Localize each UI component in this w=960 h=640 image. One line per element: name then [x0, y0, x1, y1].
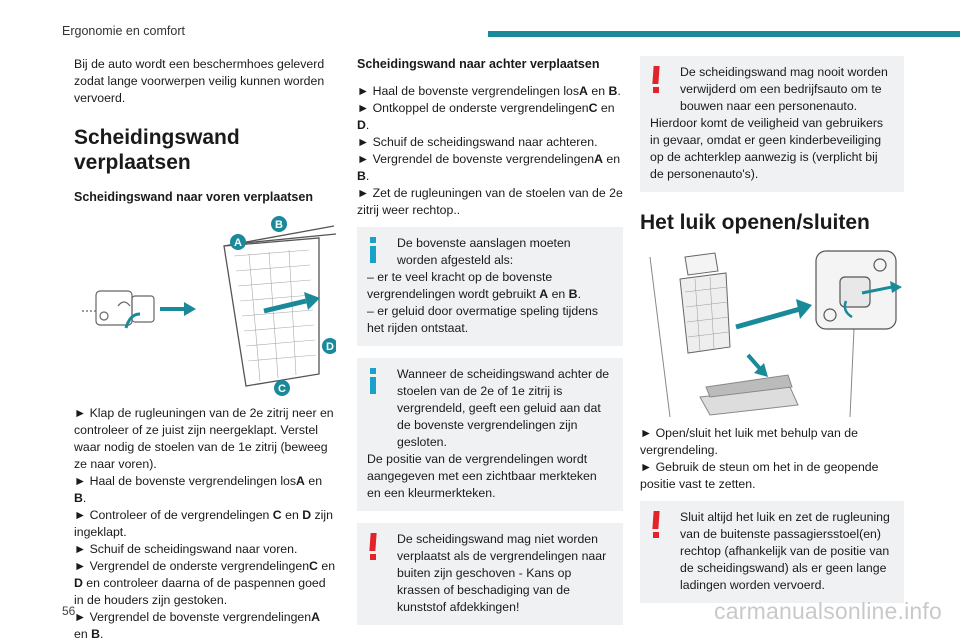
column-1 — [74, 56, 336, 640]
warning-icon — [650, 66, 662, 94]
step-5b: D en controleer daarna of de paspennen goed in de houders zijn gestoken. — [74, 576, 326, 607]
info-note-stops — [357, 227, 623, 346]
step-1: ► Haal de bovenste vergrendelingen losA en B. — [357, 84, 621, 98]
step-4: ► Vergrendel de bovenste vergrendelingenA en B. — [357, 152, 621, 183]
forward-steps — [74, 405, 336, 640]
label-a: A — [234, 237, 242, 249]
note-text-2: De positie van de vergrendelingen wordt aangegeven met een zichtbaar merkteken en een kleurmerkteken. — [367, 452, 597, 500]
arrow-slide-head — [304, 292, 320, 310]
label-d: D — [326, 341, 334, 353]
info-icon — [367, 368, 379, 396]
lock-closeup — [82, 291, 154, 325]
step-2: ► Haal de bovenste vergrendelingen losA en B. — [74, 474, 323, 505]
hatch-heading: Het luik openen/sluiten — [640, 211, 870, 234]
warning-icon — [650, 511, 662, 539]
warning-text-2: Hierdoor komt de veiligheid van gebruikers in gevaar, omdat er geen kinderbeveiliging op de achterklep aanwezig is (verplicht bij de personenauto's). — [650, 116, 884, 181]
label-c: C — [278, 383, 286, 395]
label-b: B — [275, 219, 283, 231]
warning-note-close — [640, 501, 904, 603]
warning-icon — [367, 533, 379, 561]
step-1: ► Klap de rugleuningen van de 2e zitrij neer en controleer of ze juist zijn neergeklapt. Verstel waar nodig de stoelen van de 1e zitrij (beweeg ze naar voren). — [74, 406, 334, 471]
step-3: ► Controleer of de vergrendelingen C en D zijn ingeklapt. — [74, 508, 333, 539]
section-heading: Scheidingswand verplaatsen — [74, 126, 240, 174]
arrow-slide — [264, 301, 306, 311]
column-3 — [640, 56, 904, 615]
subheading-backward: Scheidingswand naar achter verplaatsen — [357, 57, 600, 71]
warning-text: De scheidingswand mag nooit worden verwijderd om een bedrijfsauto om te bouwen naar een personenauto. — [680, 65, 888, 113]
step-4: ► Schuif de scheidingswand naar voren. — [74, 542, 298, 556]
partition-diagram — [74, 216, 336, 401]
watermark: carmanualsonline.info — [714, 598, 942, 624]
step-2: ► Ontkoppel de onderste vergrendelingenC en D. — [357, 101, 615, 132]
warning-text: Sluit altijd het luik en zet de rugleuning van de buitenste passagiersstoel(en) rechtop (afhankelijk van de positie van de scheidingswand) als er geen lange ladingen worden vervoerd. — [680, 510, 890, 592]
hatch-steps — [640, 425, 904, 493]
step-2: ► Gebruik de steun om het in de geopende positie vast te zetten. — [640, 460, 879, 491]
arrow-push-head — [184, 302, 196, 316]
note-line-1: – er te veel kracht op de bovenste vergrendelingen wordt gebruikt A en B. — [367, 270, 581, 301]
warning-text: De scheidingswand mag niet worden verplaatst als de vergrendelingen naar buiten zijn geschoven - Kans op krassen of beschadiging van de kunststof afdekkingen! — [397, 532, 607, 614]
page-number: 56 — [62, 604, 76, 618]
note-line-2: – er geluid door overmatige speling tijdens het rijden ontstaat. — [367, 304, 599, 335]
hatch-illustration — [640, 247, 904, 419]
note-text: De bovenste aanslagen moeten worden afgesteld als: — [397, 236, 571, 267]
column-2 — [357, 56, 623, 637]
step-1: ► Open/sluit het luik met behulp van de vergrendeling. — [640, 426, 858, 457]
partition-mesh — [234, 250, 316, 381]
step-6: ► Vergrendel de bovenste vergrendelingenA en B. — [74, 610, 320, 640]
section-title: Ergonomie en comfort — [62, 24, 185, 38]
partition-forward-illustration — [74, 216, 336, 401]
hatch-diagram — [640, 247, 904, 419]
header-accent-bar — [488, 31, 960, 37]
step-5: ► Vergrendel de onderste vergrendelingenC en — [74, 559, 336, 573]
warning-note-scratch — [357, 523, 623, 625]
intro-text: Bij de auto wordt een beschermhoes geleverd zodat lange voorwerpen veilig kunnen worden vervoerd. — [74, 57, 325, 105]
info-icon — [367, 237, 379, 265]
backward-steps — [357, 83, 623, 219]
note-text: Wanneer de scheidingswand achter de stoelen van de 2e of 1e zitrij is vergrendeld, geeft een geluid aan dat de bovenste vergrendelingen zijn gesloten. — [397, 367, 610, 449]
step-5: ► Zet de rugleuningen van de stoelen van de 2e zitrij weer rechtop.. — [357, 186, 623, 217]
step-3: ► Schuif de scheidingswand naar achteren. — [357, 135, 598, 149]
subheading-forward: Scheidingswand naar voren verplaatsen — [74, 190, 313, 204]
warning-note-removal — [640, 56, 904, 192]
info-note-sound — [357, 358, 623, 511]
